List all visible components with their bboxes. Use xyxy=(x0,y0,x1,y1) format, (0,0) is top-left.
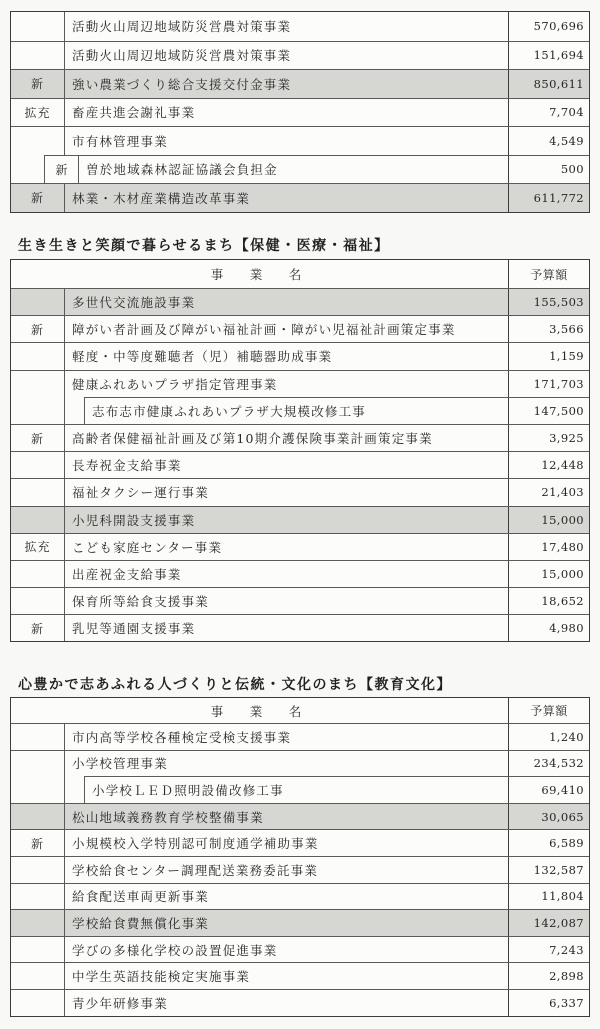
budget-amount: 6,337 xyxy=(549,995,584,1010)
education-culture-budget-table xyxy=(10,697,590,1017)
project-name: 青少年研修事業 xyxy=(65,990,509,1016)
project-name: 出産祝金支給事業 xyxy=(65,561,509,587)
table-row xyxy=(11,288,589,315)
row-tag xyxy=(11,937,65,963)
row-tag xyxy=(11,751,65,777)
budget-amount: 570,696 xyxy=(533,19,584,34)
table-row xyxy=(11,587,589,614)
table-row xyxy=(11,909,589,936)
budget-amount: 151,694 xyxy=(533,48,584,63)
table-row xyxy=(11,424,589,451)
project-name: 長寿祝金支給事業 xyxy=(65,452,509,478)
row-tag: 新 xyxy=(11,830,65,856)
table-row xyxy=(11,12,589,41)
table-row xyxy=(11,560,589,587)
row-tag-merged xyxy=(11,776,65,803)
row-tag-merged xyxy=(11,155,45,184)
budget-amount: 850,611 xyxy=(533,76,584,91)
budget-amount: 21,403 xyxy=(541,485,584,500)
row-tag xyxy=(11,857,65,883)
budget-amount: 147,500 xyxy=(533,403,584,418)
budget-amount: 4,980 xyxy=(549,621,584,636)
section-title: 心豊かで志あふれる人づくりと伝統・文化のまち【教育文化】 xyxy=(18,677,452,693)
project-name: 市有林管理事業 xyxy=(65,127,509,155)
row-tag xyxy=(11,12,65,41)
budget-amount: 17,480 xyxy=(541,539,584,554)
row-tag: 新 xyxy=(11,70,65,98)
row-tag xyxy=(11,588,65,614)
table-row xyxy=(11,723,589,750)
table-row xyxy=(11,614,589,641)
table-row xyxy=(11,506,589,533)
row-tag: 拡充 xyxy=(11,534,65,560)
project-name: 林業・木材産業構造改革事業 xyxy=(65,184,509,212)
budget-amount: 6,589 xyxy=(549,836,584,851)
budget-amount: 500 xyxy=(560,162,584,177)
table-row xyxy=(11,183,589,212)
table-row xyxy=(11,478,589,505)
table-row xyxy=(11,750,589,777)
project-name: 給食配送車両更新事業 xyxy=(65,884,509,910)
sub-item-cells xyxy=(85,776,589,803)
row-tag xyxy=(11,561,65,587)
row-tag: 新 xyxy=(11,184,65,212)
row-tag: 新 xyxy=(11,425,65,451)
table-row xyxy=(11,342,589,369)
sub-item-indent xyxy=(65,776,85,803)
project-name: 多世代交流施設事業 xyxy=(65,289,509,315)
table-header-row xyxy=(11,260,589,288)
row-tag xyxy=(11,507,65,533)
header-project-name: 事 業 名 xyxy=(11,260,509,288)
table-row xyxy=(11,803,589,830)
project-name: 小学校管理事業 xyxy=(65,751,509,777)
table-row xyxy=(11,451,589,478)
budget-amount: 4,549 xyxy=(549,133,584,148)
project-name: 小規模校入学特別認可制度通学補助事業 xyxy=(65,830,509,856)
budget-amount: 132,587 xyxy=(533,862,584,877)
budget-amount: 2,898 xyxy=(549,969,584,984)
project-name: 学びの多様化学校の設置促進事業 xyxy=(65,937,509,963)
row-tag xyxy=(11,479,65,505)
table-row xyxy=(11,936,589,963)
row-tag xyxy=(11,371,65,397)
table-row-sub-item xyxy=(11,155,589,184)
row-tag xyxy=(11,804,65,830)
project-name: 畜産共進会謝礼事業 xyxy=(65,99,509,127)
budget-amount: 15,000 xyxy=(541,512,584,527)
budget-amount: 1,159 xyxy=(549,349,584,364)
budget-table-continued xyxy=(10,11,590,213)
project-name: 健康ふれあいプラザ指定管理事業 xyxy=(65,371,509,397)
table-row-sub-item xyxy=(11,397,589,424)
health-welfare-budget-table xyxy=(10,259,590,642)
budget-amount: 1,240 xyxy=(549,729,584,744)
section-title: 生き生きと笑顔で暮らせるまち【保健・医療・福祉】 xyxy=(18,238,390,254)
header-budget-amount: 予算額 xyxy=(530,267,568,282)
header-budget-amount: 予算額 xyxy=(530,704,568,718)
sub-item-cells xyxy=(79,155,589,184)
project-name: 保育所等給食支援事業 xyxy=(65,588,509,614)
table-row xyxy=(11,533,589,560)
budget-amount: 15,000 xyxy=(541,566,584,581)
table-row-sub-item xyxy=(11,776,589,803)
project-name: 志布志市健康ふれあいプラザ大規模改修工事 xyxy=(85,398,509,424)
row-tag xyxy=(11,452,65,478)
project-name: 曽於地域森林認証協議会負担金 xyxy=(79,156,509,184)
budget-amount: 30,065 xyxy=(541,809,584,824)
sub-item-indent xyxy=(65,397,85,424)
row-tag xyxy=(11,42,65,70)
table-row xyxy=(11,69,589,98)
table-row xyxy=(11,829,589,856)
project-name: 乳児等通園支援事業 xyxy=(65,615,509,641)
table-row xyxy=(11,370,589,397)
row-tag: 拡充 xyxy=(11,99,65,127)
row-tag: 新 xyxy=(45,155,79,184)
budget-amount: 611,772 xyxy=(533,190,584,205)
header-project-name: 事 業 名 xyxy=(11,698,509,723)
project-name: 活動火山周辺地域防災営農対策事業 xyxy=(65,42,509,70)
budget-amount: 18,652 xyxy=(541,594,584,609)
project-name: こども家庭センター事業 xyxy=(65,534,509,560)
table-row xyxy=(11,126,589,155)
row-tag xyxy=(11,910,65,936)
project-name: 強い農業づくり総合支援交付金事業 xyxy=(65,70,509,98)
budget-amount: 171,703 xyxy=(533,376,584,391)
table-row xyxy=(11,856,589,883)
budget-amount: 3,566 xyxy=(549,322,584,337)
project-name: 松山地域義務教育学校整備事業 xyxy=(65,804,509,830)
budget-amount: 155,503 xyxy=(533,295,584,310)
project-name: 市内高等学校各種検定受検支援事業 xyxy=(65,724,509,750)
table-row xyxy=(11,962,589,989)
budget-amount: 69,410 xyxy=(541,782,584,797)
budget-amount: 142,087 xyxy=(533,915,584,930)
project-name: 中学生英語技能検定実施事業 xyxy=(65,963,509,989)
row-tag-merged xyxy=(11,397,65,424)
row-tag xyxy=(11,990,65,1016)
table-row xyxy=(11,41,589,70)
budget-amount: 3,925 xyxy=(549,431,584,446)
row-tag xyxy=(11,963,65,989)
table-row xyxy=(11,98,589,127)
sub-item-cells xyxy=(85,397,589,424)
project-name: 障がい者計画及び障がい福祉計画・障がい児福祉計画策定事業 xyxy=(65,316,509,342)
row-tag xyxy=(11,884,65,910)
budget-amount: 12,448 xyxy=(541,458,584,473)
table-header-row xyxy=(11,698,589,723)
project-name: 学校給食センター調理配送業務委託事業 xyxy=(65,857,509,883)
row-tag xyxy=(11,343,65,369)
table-row xyxy=(11,315,589,342)
project-name: 活動火山周辺地域防災営農対策事業 xyxy=(65,12,509,41)
budget-amount: 7,704 xyxy=(549,105,584,120)
row-tag xyxy=(11,127,65,155)
row-tag: 新 xyxy=(11,316,65,342)
budget-amount: 234,532 xyxy=(533,756,584,771)
table-row xyxy=(11,989,589,1016)
table-row xyxy=(11,883,589,910)
project-name: 軽度・中等度難聴者（児）補聴器助成事業 xyxy=(65,343,509,369)
row-tag xyxy=(11,724,65,750)
project-name: 福祉タクシー運行事業 xyxy=(65,479,509,505)
budget-amount: 7,243 xyxy=(549,942,584,957)
budget-amount: 11,804 xyxy=(541,889,584,904)
project-name: 小児科開設支援事業 xyxy=(65,507,509,533)
row-tag xyxy=(11,289,65,315)
project-name: 高齢者保健福祉計画及び第10期介護保険事業計画策定事業 xyxy=(65,425,509,451)
project-name: 小学校ＬＥＤ照明設備改修工事 xyxy=(85,777,509,803)
project-name: 学校給食費無償化事業 xyxy=(65,910,509,936)
row-tag: 新 xyxy=(11,615,65,641)
